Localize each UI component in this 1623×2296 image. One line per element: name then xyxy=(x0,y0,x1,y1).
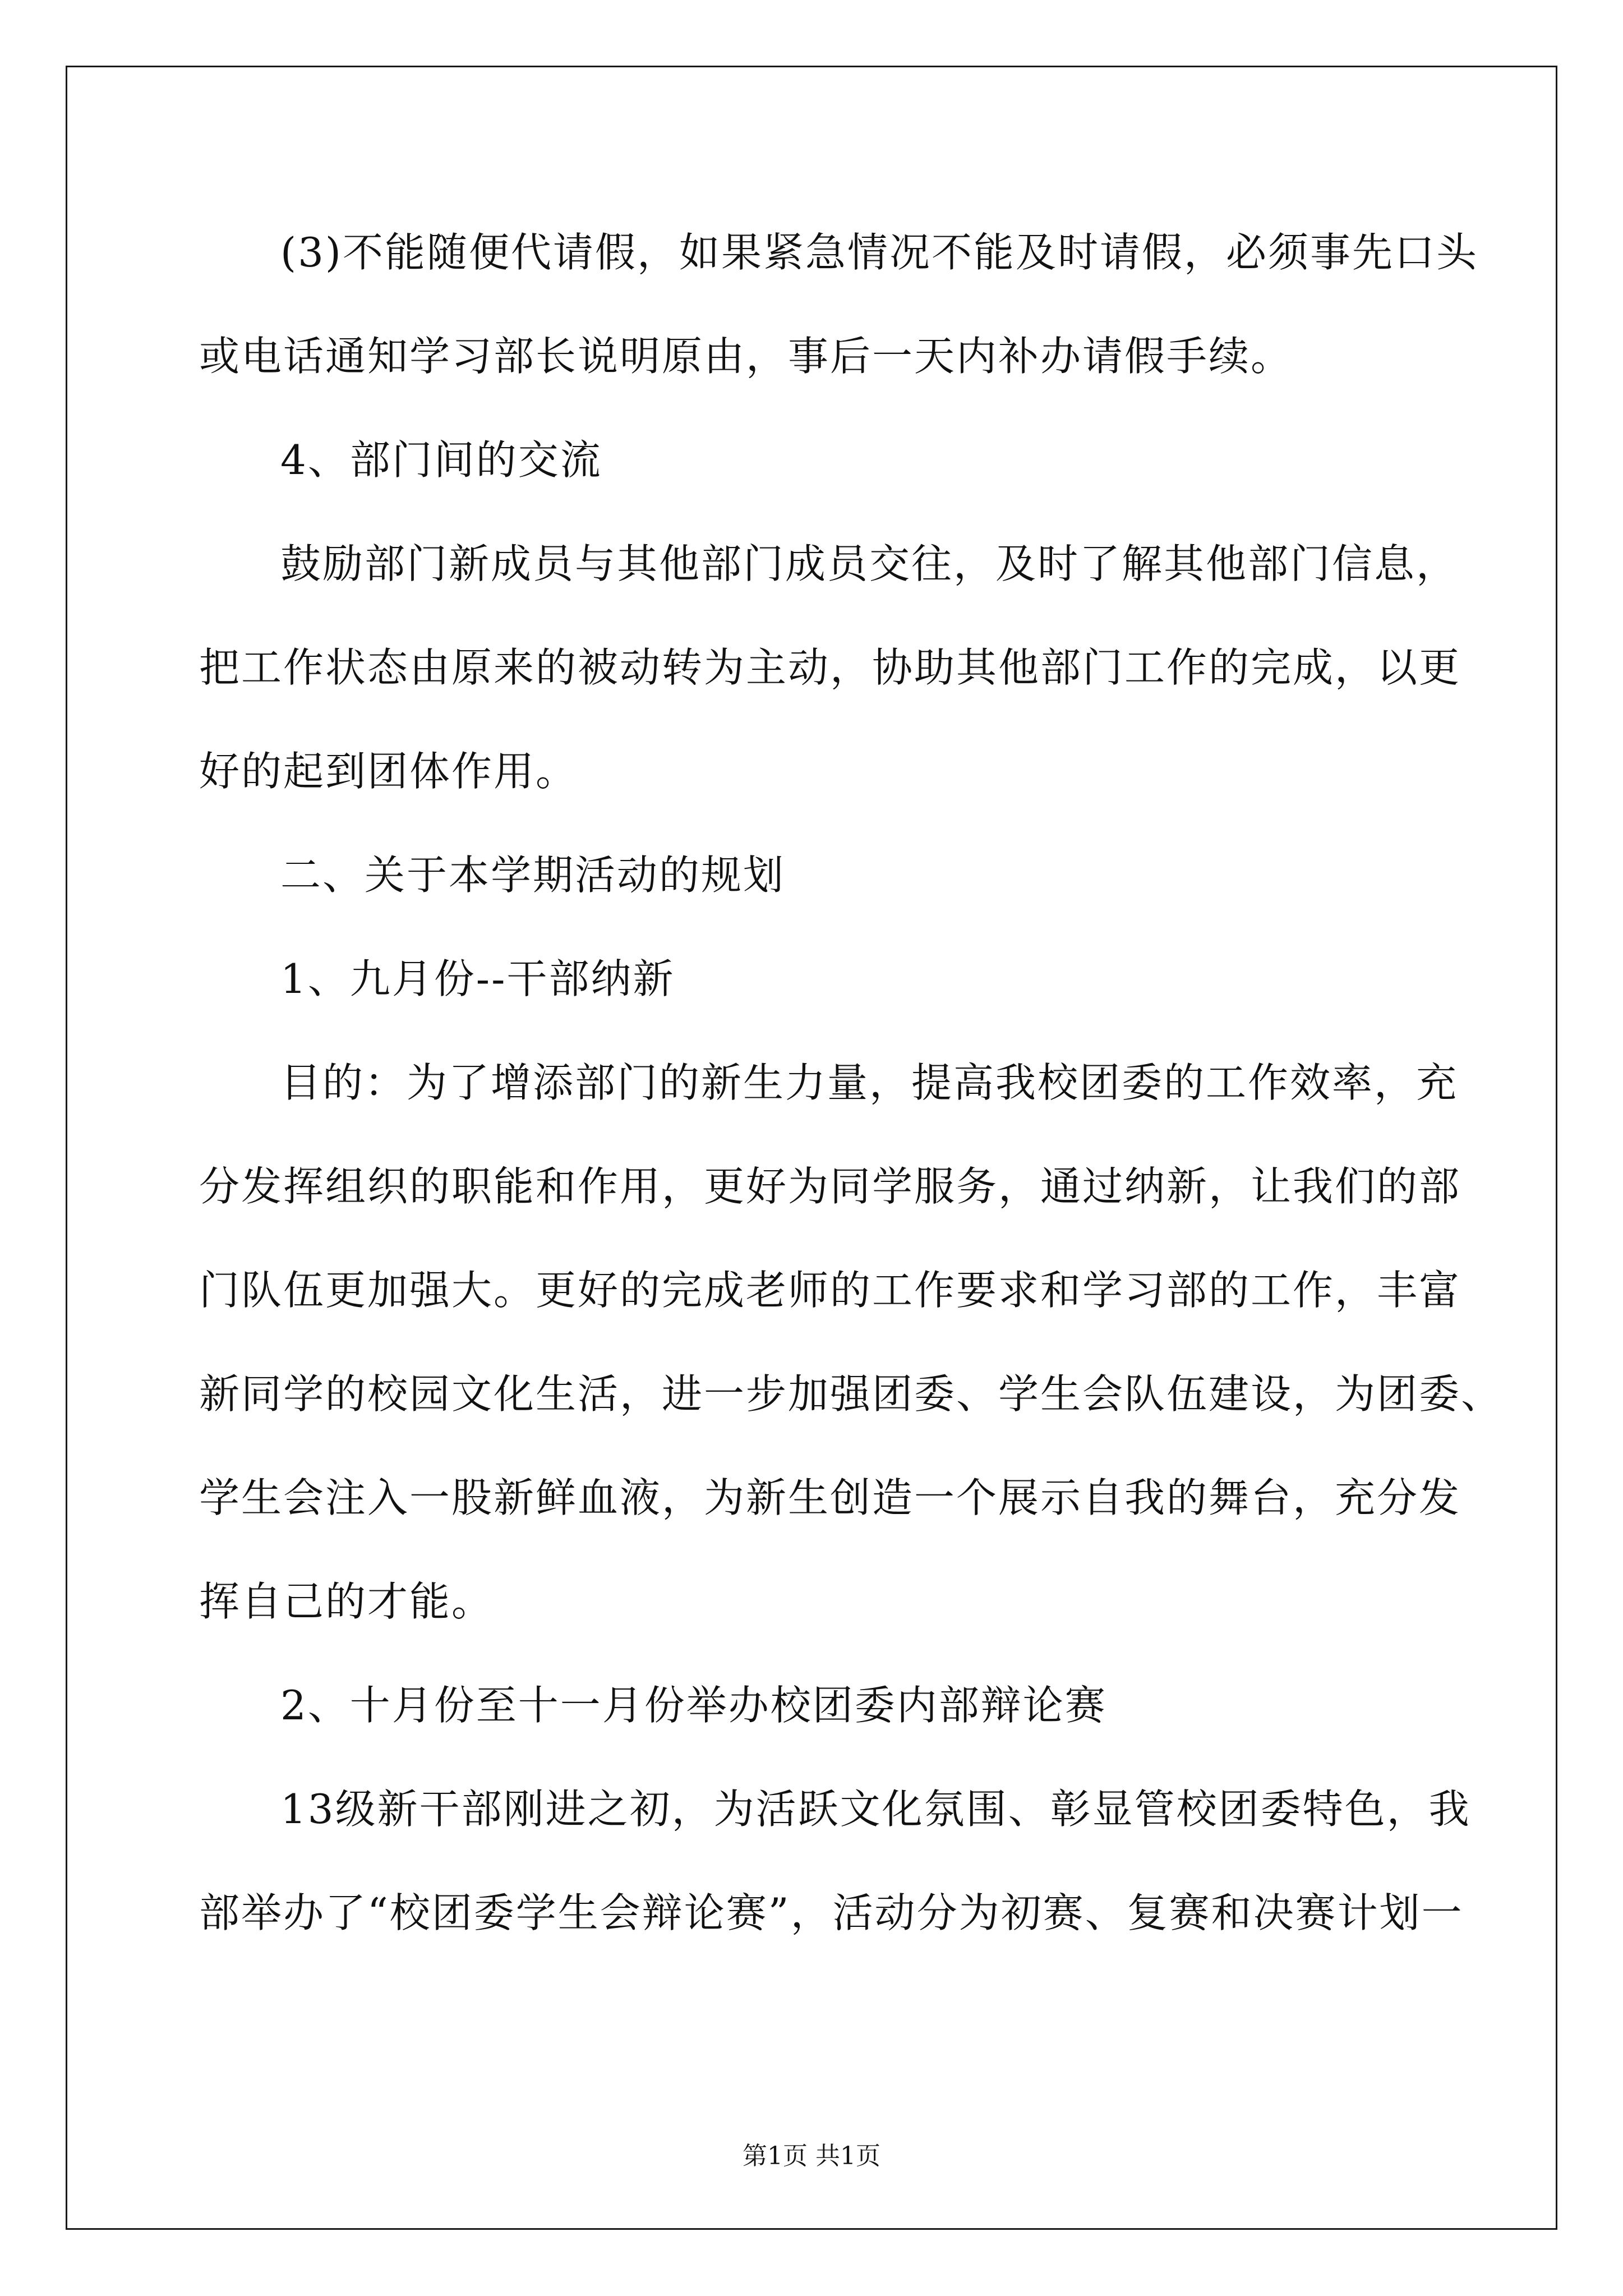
paragraph-line: 分发挥组织的职能和作用，更好为同学服务，通过纳新，让我们的部 xyxy=(199,1163,1461,1210)
section-heading: 4、部门间的交流 xyxy=(280,436,602,484)
section-heading: 二、关于本学期活动的规划 xyxy=(280,852,786,899)
paragraph-line: 鼓励部门新成员与其他部门成员交往，及时了解其他部门信息， xyxy=(280,540,1459,587)
paragraph-line: 部举办了“校团委学生会辩论赛”，活动分为初赛、复赛和决赛计划一 xyxy=(199,1889,1464,1936)
paragraph-line: 挥自己的才能。 xyxy=(199,1578,494,1625)
paragraph-line: 把工作状态由原来的被动转为主动，协助其他部门工作的完成，以更 xyxy=(199,644,1461,691)
paragraph-line: 目的：为了增添部门的新生力量，提高我校团委的工作效率，充 xyxy=(280,1059,1459,1106)
section-heading: 2、十月份至十一月份举办校团委内部辩论赛 xyxy=(280,1682,1107,1729)
paragraph-line: 门队伍更加强大。更好的完成老师的工作要求和学习部的工作，丰富 xyxy=(199,1267,1461,1314)
paragraph-line: 学生会注入一股新鲜血液，为新生创造一个展示自我的舞台，充分发 xyxy=(199,1474,1461,1521)
paragraph-line: 13级新干部刚进之初，为活跃文化氛围、彰显管校团委特色，我 xyxy=(280,1786,1471,1833)
paragraph-line: 或电话通知学习部长说明原由，事后一天内补办请假手续。 xyxy=(199,333,1293,380)
section-heading: 1、九月份--干部纳新 xyxy=(280,955,675,1002)
paragraph-line: 新同学的校园文化生活，进一步加强团委、学生会队伍建设，为团委、 xyxy=(199,1370,1504,1418)
paragraph-line: 好的起到团体作用。 xyxy=(199,748,578,795)
paragraph-line: (3)不能随便代请假，如果紧急情况不能及时请假，必须事先口头 xyxy=(280,229,1478,276)
page-number-footer: 第1页 共1页 xyxy=(743,2142,880,2170)
